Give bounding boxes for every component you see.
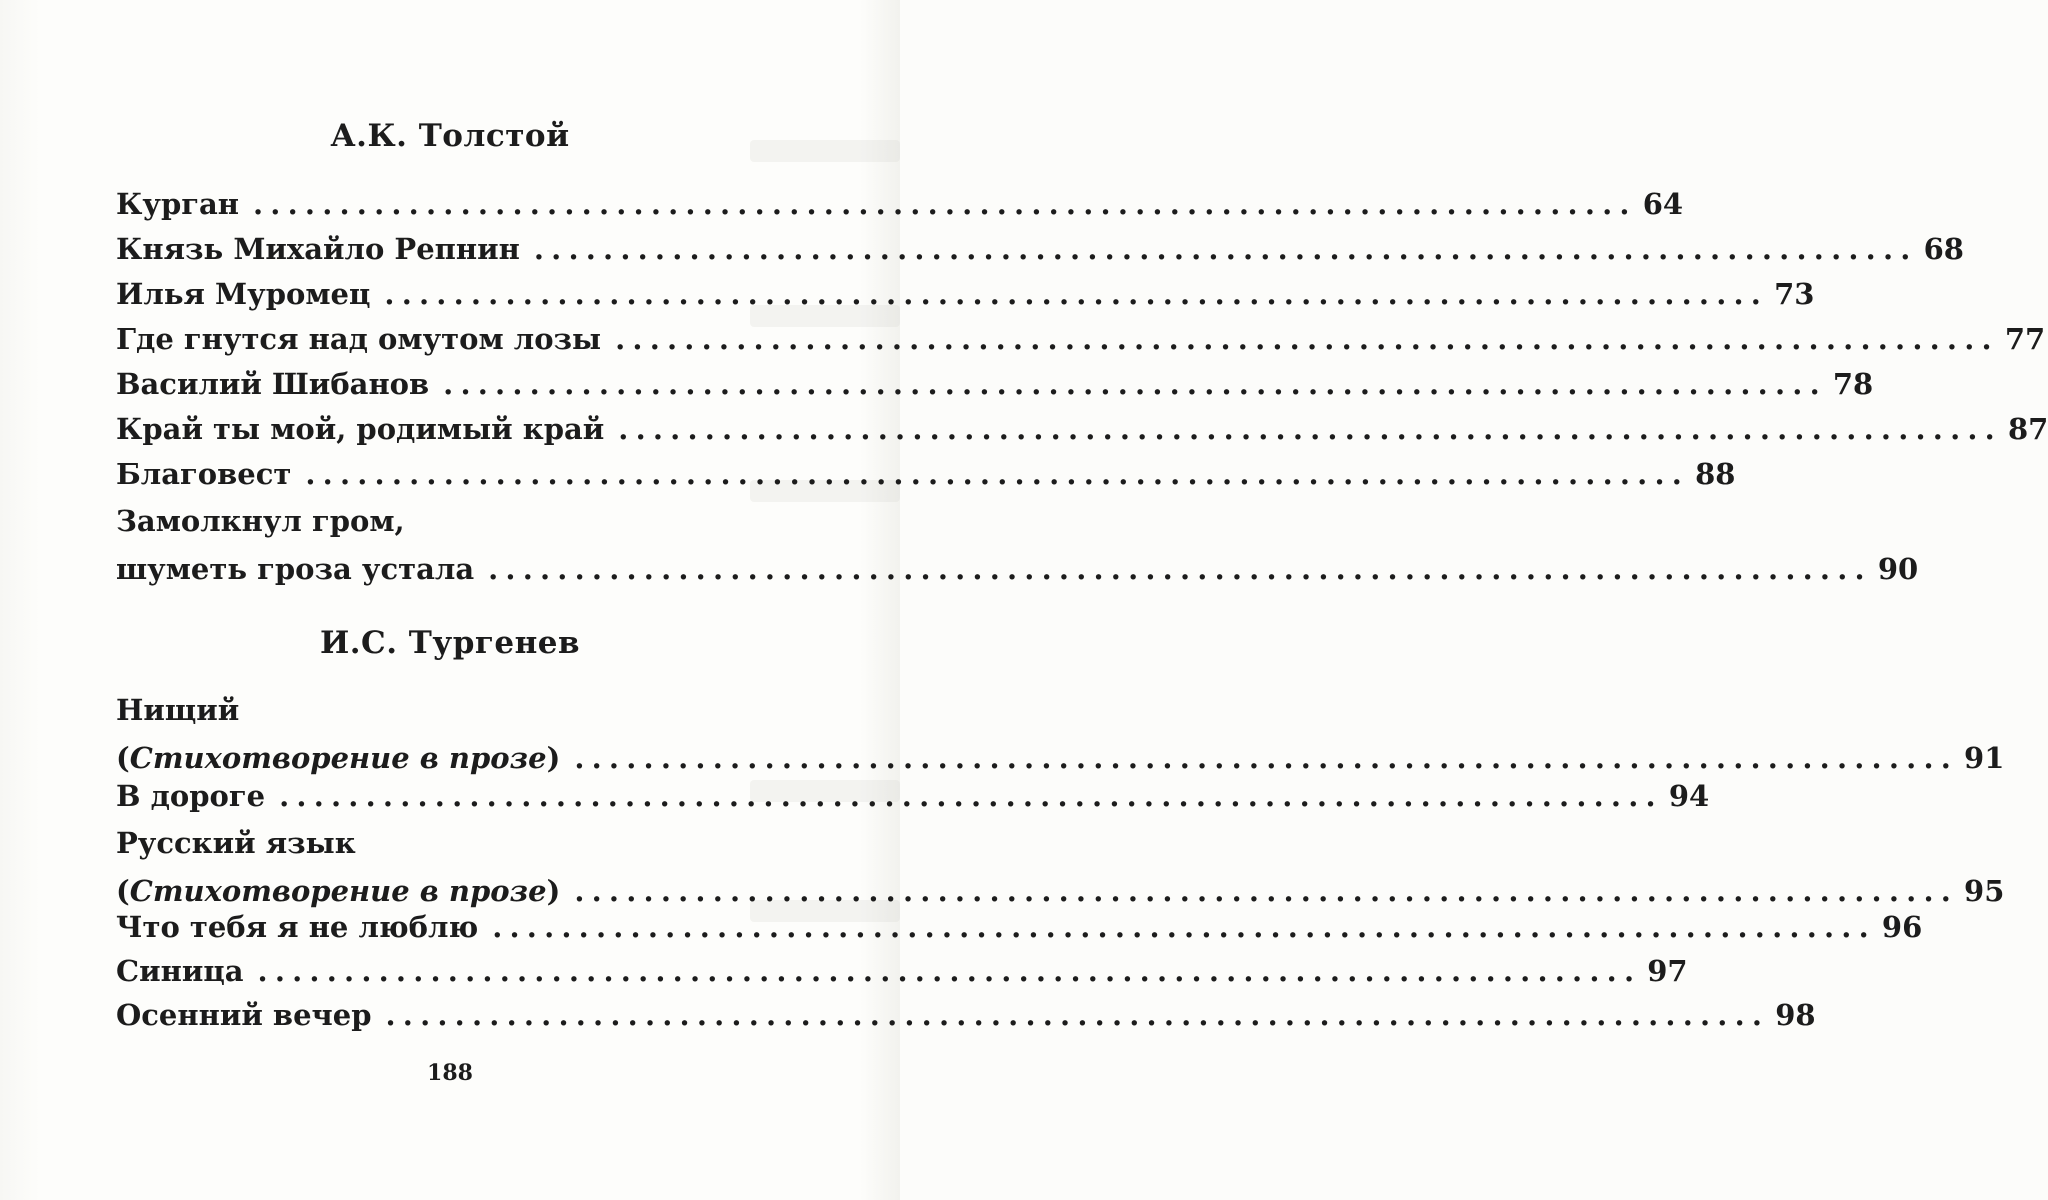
toc-entry-title: Князь Михайло Репнин [116,232,520,266]
dot-leader: ................................................................................ [574,874,1959,908]
toc-entry-title: Илья Муромец [116,277,371,311]
toc-entry[interactable] [116,686,2005,782]
toc-entry-title: В дороге [116,779,266,813]
toc-entry-title: Где гнутся над омутом лозы [116,322,602,356]
toc-entry-title-line1: Русский язык [116,826,356,860]
toc-entry-title: Синица [116,954,244,988]
toc-entry-page: 90 [1877,552,1919,586]
toc-entry-page: 78 [1832,367,1874,401]
dot-leader: ................................................................................ [305,457,1690,491]
toc-entry-title-line1: Замолкнул гром, [116,504,405,538]
toc-entry[interactable] [116,772,1710,820]
toc-entry-title: Осенний вечер [116,998,372,1032]
paren-close: ) [546,874,561,908]
toc-entry-title: Край ты мой, родимый край [116,412,605,446]
toc-entry-title: шуметь гроза устала [116,552,475,586]
dot-leader: ................................................................................ [615,322,1999,356]
dot-leader: ................................................................................ [492,910,1876,944]
toc-entry[interactable] [116,947,1688,995]
paren-close: ) [546,741,561,775]
page-number: 188 [427,1060,473,1086]
toc-entry-title: Курган [116,187,240,221]
dot-leader: ................................................................................ [488,552,1872,586]
toc-entry-title: Благовест [116,457,292,491]
toc-entry[interactable] [116,270,1815,318]
toc-entry[interactable] [116,225,1964,273]
toc-entry[interactable] [116,450,1736,498]
toc-entry-page: 91 [1964,741,2005,775]
toc-entry-title: Стихотворение в прозе [129,874,547,908]
paren-open: ( [116,874,130,908]
toc-entry-page: 87 [2007,412,2048,446]
toc-entry-page: 88 [1695,457,1736,491]
toc-entry[interactable] [116,903,1923,951]
toc-entry[interactable] [116,819,2005,915]
toc-entry-page: 73 [1774,277,1815,311]
section-author-title: И.С. Тургенев [319,625,581,661]
dot-leader: ................................................................................ [279,779,1663,813]
dot-leader: ................................................................................ [618,412,2002,446]
toc-entry-page: 96 [1881,910,1923,944]
toc-entry[interactable] [116,360,1874,408]
dot-leader: ................................................................................ [443,367,1827,401]
toc-entry-page: 95 [1964,874,2005,908]
dot-leader: ................................................................................ [384,277,1769,311]
paren-open: ( [116,741,130,775]
toc-entry[interactable] [116,180,1684,228]
toc-entry-page: 77 [2004,322,2046,356]
toc-entry[interactable] [116,315,2046,363]
toc-entry[interactable] [116,497,1919,593]
dot-leader: ................................................................................ [257,954,1642,988]
dot-leader: ................................................................................ [574,741,1959,775]
toc-entry[interactable] [116,991,1816,1039]
toc-entry-page: 68 [1923,232,1964,266]
dot-leader: ................................................................................ [253,187,1637,221]
dot-leader: ................................................................................ [385,998,1770,1032]
toc-entry-title-line1: Нищий [116,693,240,727]
toc-entry-title: Что тебя я не люблю [116,910,479,944]
toc-entry-page: 97 [1647,954,1688,988]
dot-leader: ................................................................................ [533,232,1918,266]
toc-entry[interactable] [116,405,2048,453]
toc-entry-page: 94 [1668,779,1710,813]
toc-entry-page: 98 [1775,998,1816,1032]
toc-entry-title: Стихотворение в прозе [129,741,547,775]
toc-entry-title: Василий Шибанов [116,367,430,401]
toc-entry-page: 64 [1642,187,1684,221]
section-author-title: А.К. Толстой [330,118,570,154]
